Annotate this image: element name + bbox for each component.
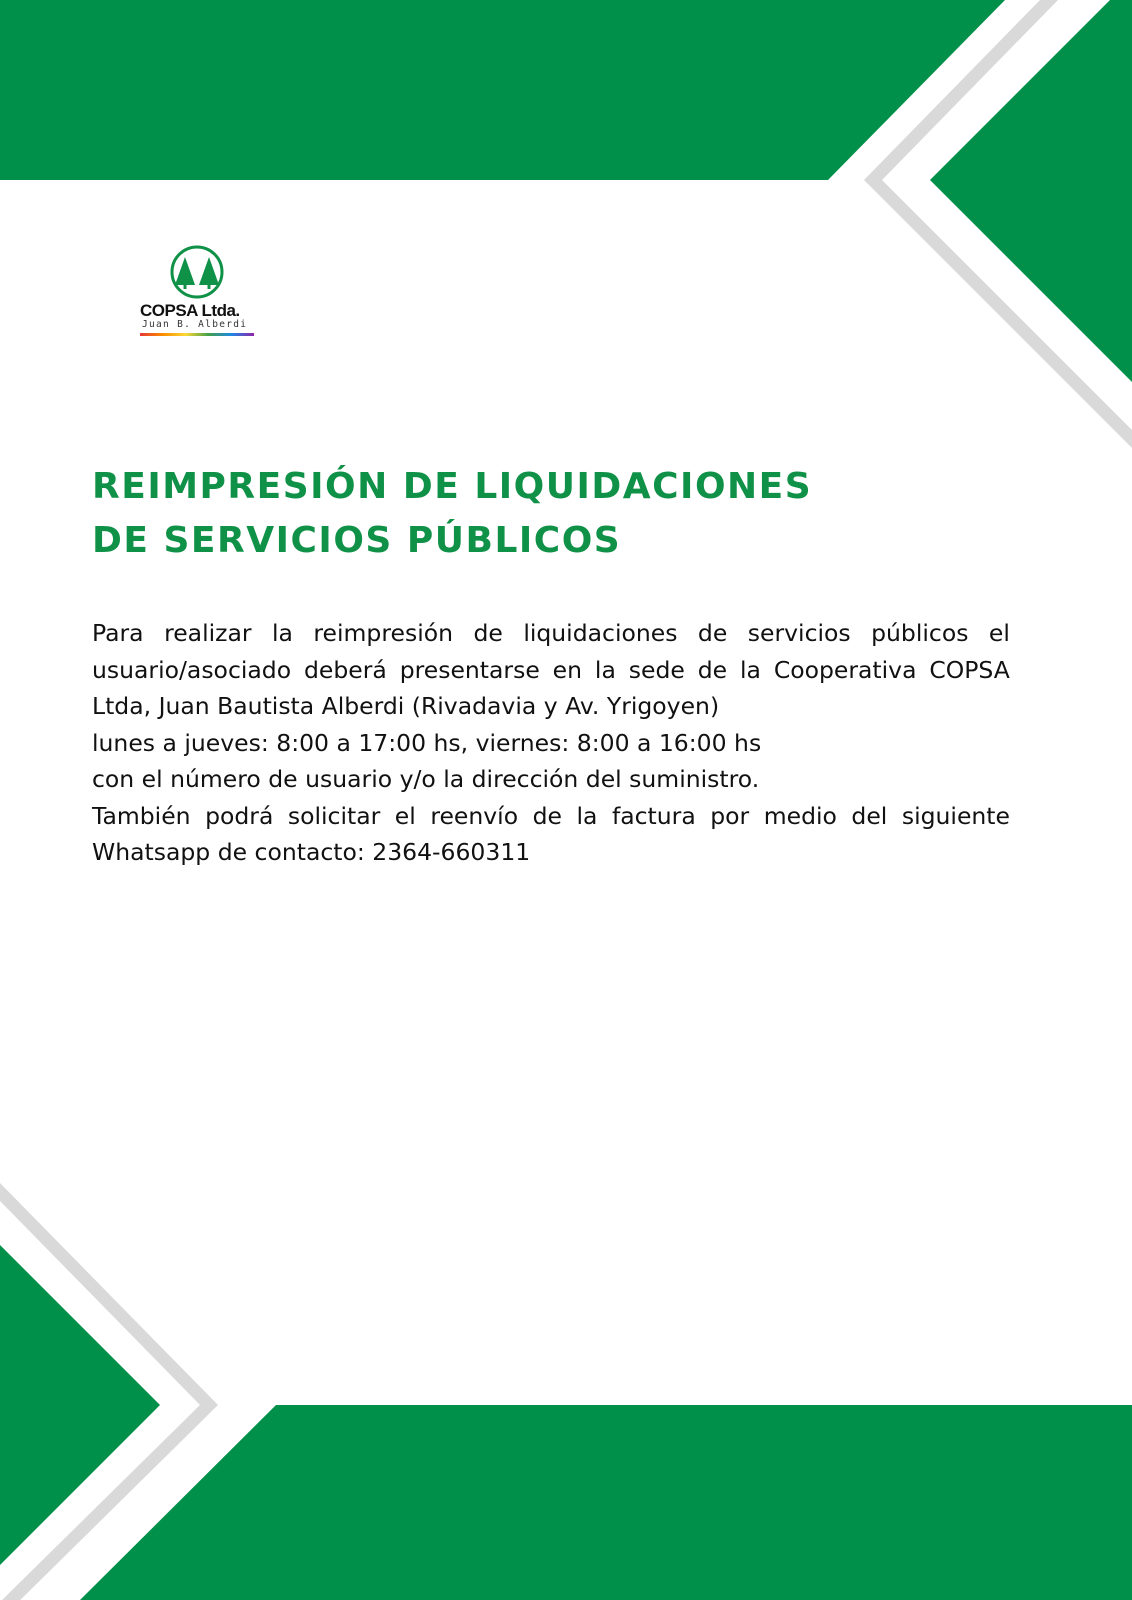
body-line-3: Ltda, Juan Bautista Alberdi (Rivadavia y Av. Yrigoyen) — [92, 692, 720, 720]
body-line-1: Para realizar la reimpresión de liquidaciones de servicios públicos el — [92, 619, 1010, 647]
body-line-2: usuario/asociado deberá presentarse en la sede de la Cooperativa COPSA — [92, 655, 1010, 684]
title-line-2: DE SERVICIOS PÚBLICOS — [92, 520, 622, 561]
body-line-4: lunes a jueves: 8:00 a 17:00 hs, viernes: 8:00 a 16:00 hs — [92, 728, 762, 757]
logo-name: COPSA Ltda. — [140, 301, 240, 320]
body-line-5: con el número de usuario y/o la dirección del suministro. — [92, 765, 760, 793]
twin-pine-trees-icon — [138, 243, 258, 303]
body-paragraph — [92, 615, 1010, 871]
title-line-1: REIMPRESIÓN DE LIQUIDACIONES — [92, 466, 813, 507]
top-right-green-triangle — [930, 0, 1132, 382]
bottom-left-green-triangle — [0, 1245, 160, 1565]
logo-rainbow-stripe — [140, 333, 254, 336]
logo-subtitle: Juan B. Alberdi — [142, 319, 248, 330]
copsa-logo — [138, 243, 258, 343]
body-line-6: También podrá solicitar el reenvío de la factura por medio del siguiente — [92, 801, 1010, 830]
body-line-7: Whatsapp de contacto: 2364-660311 — [92, 838, 531, 866]
page-title — [92, 460, 812, 568]
bottom-green-band — [80, 1405, 1132, 1600]
top-green-band — [0, 0, 1005, 180]
